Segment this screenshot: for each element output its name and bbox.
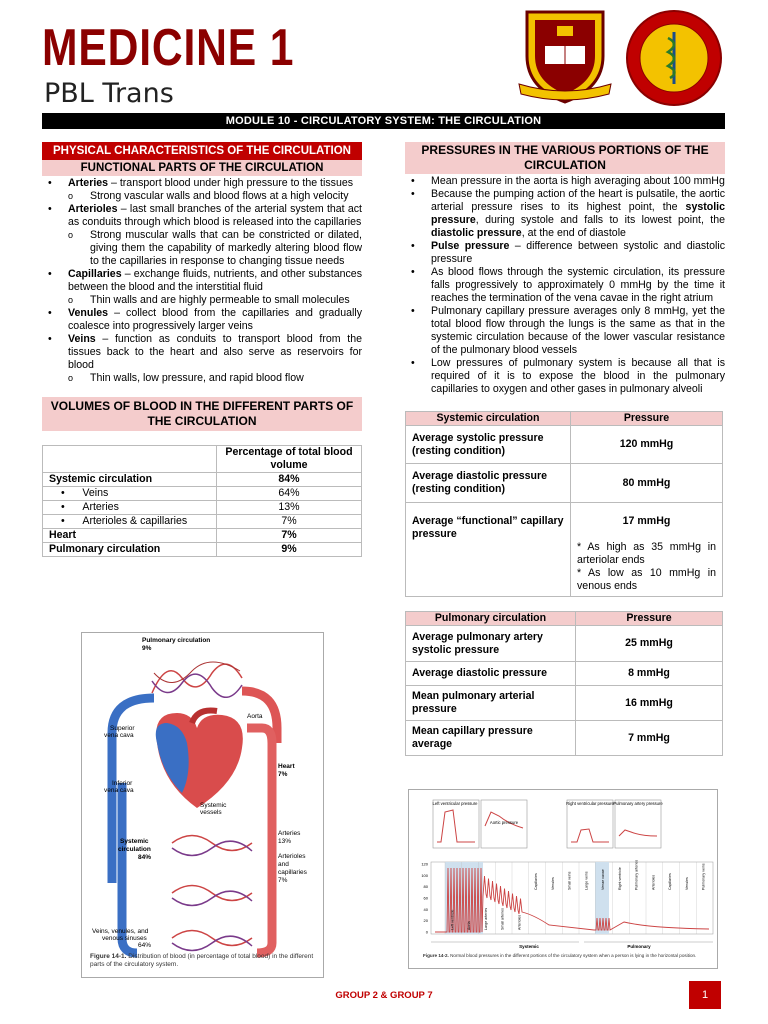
list-item: • Arteries – transport blood under high pressure to the tissues o Strong vascular walls and blood flows at a high velocity — [42, 177, 362, 203]
table-header: Pulmonary circulation — [406, 612, 576, 626]
svg-text:7%: 7% — [278, 877, 288, 884]
y-tick-label: 80 — [423, 884, 428, 890]
document-title: MEDICINE 1 — [42, 19, 295, 77]
segment-label: Right ventricle — [617, 867, 622, 890]
svg-text:Right ventricular pressure: Right ventricular pressure — [566, 801, 614, 806]
liceo-university-seal — [513, 6, 617, 106]
svg-text:64%: 64% — [138, 942, 152, 949]
list-item: • Pulmonary capillary pressure averages only 8 mmHg, yet the total blood flow through the lungs is the same as that in the systemic circulation because of the lower vascular resistance of the pulmonary blood vessels — [405, 305, 725, 357]
svg-text:and: and — [278, 861, 289, 868]
svg-text:Arterioles: Arterioles — [278, 853, 306, 860]
table-row: Average diastolic pressure (resting condition) 80 mmHg — [406, 464, 723, 503]
svg-text:Aorta: Aorta — [247, 713, 263, 720]
figure-caption: Figure 14-2. Normal blood pressures in the different portions of the circulatory system when a person is lying in the horizontal position. — [423, 953, 697, 958]
right-column — [405, 142, 725, 756]
segment-label: Large arteries — [483, 907, 488, 930]
list-item: • Venules – collect blood from the capillaries and gradually coalesce into progressively larger veins — [42, 307, 362, 333]
footer-group: GROUP 2 & GROUP 7 — [335, 990, 433, 1001]
table-row: Average systolic pressure (resting condition) 120 mmHg — [406, 426, 723, 464]
svg-text:13%: 13% — [278, 838, 292, 845]
segment-label: Venae cavae — [601, 869, 606, 890]
pulmonary-pressure-table — [405, 611, 723, 756]
y-tick-label: 20 — [423, 918, 428, 924]
section-heading-pressures: PRESSURES IN THE VARIOUS PORTIONS OF THE CIRCULATION — [405, 142, 725, 174]
svg-text:venous sinuses: venous sinuses — [102, 935, 147, 942]
table-row: • Arterioles & capillaries 7% — [43, 515, 362, 529]
segment-label: Venules — [550, 877, 555, 890]
systemic-pressure-table — [405, 411, 723, 597]
table-row: Average “functional” capillary pressure 17 mmHg * As high as 35 mmHg in arteriolar ends * As low as 10 mmHg in venous ends — [406, 503, 723, 597]
y-tick-label: 0 — [425, 929, 428, 935]
segment-label: Arterioles — [517, 914, 522, 930]
svg-text:circulation: circulation — [118, 846, 151, 853]
table-header: Systemic circulation — [406, 412, 571, 426]
list-item: • As blood flows through the systemic circulation, its pressure falls progressively to approximately 0 mmHg by the time it reaches the termination of the vena cavae in the right atrium — [405, 266, 725, 305]
subsection-heading-functional-parts: FUNCTIONAL PARTS OF THE CIRCULATION — [42, 160, 362, 176]
document-subtitle: PBL Trans — [44, 78, 174, 109]
table-header: Pressure — [571, 412, 723, 426]
sub-item: o Strong muscular walls that can be constricted or dilated, giving them the capability of markedly altering blood flow to the capillaries in response to changing tissue needs — [68, 229, 362, 268]
table-row: • Arteries 13% — [43, 501, 362, 515]
y-tick-label: 120 — [421, 861, 428, 867]
page-number: 1 — [689, 981, 721, 1009]
sub-item: o Thin walls and are highly permeable to small molecules — [68, 294, 362, 307]
list-item: • Because the pumping action of the heart is pulsatile, the aortic arterial pressure rises to its highest point, the systolic pressure, during systole and falls to its lowest point, the diastolic pressure, at the end of diastole — [405, 188, 725, 240]
svg-text:Superior: Superior — [110, 725, 135, 732]
segment-label: Capillaries — [534, 873, 539, 890]
svg-text:Systemic: Systemic — [519, 944, 539, 949]
segment-label: Small arteries — [500, 908, 505, 930]
y-tick-label: 100 — [421, 872, 428, 878]
svg-text:vessels: vessels — [200, 809, 222, 816]
list-item: • Arterioles – last small branches of the arterial system that act as conduits through which blood is released into the capillaries o Strong muscular walls that can be constricted or dilated, giving them the capability of markedly altering blood flow to the capillaries in response to changing tissue needs — [42, 203, 362, 268]
svg-text:vena cava: vena cava — [104, 732, 134, 739]
table-row: • Veins 64% — [43, 487, 362, 501]
pressures-list — [405, 175, 725, 396]
circulation-diagram — [82, 633, 323, 977]
table-row: Average pulmonary artery systolic pressure 25 mmHg — [406, 626, 723, 662]
svg-text:7%: 7% — [278, 771, 288, 778]
svg-text:Heart: Heart — [278, 763, 295, 770]
svg-text:Systemic: Systemic — [120, 838, 149, 845]
segment-label: Small veins — [567, 871, 572, 890]
svg-text:Left ventricular pressure: Left ventricular pressure — [432, 801, 478, 806]
section-heading-physical-characteristics: PHYSICAL CHARACTERISTICS OF THE CIRCULATION — [42, 142, 362, 160]
section-heading-volumes: VOLUMES OF BLOOD IN THE DIFFERENT PARTS OF THE CIRCULATION — [42, 397, 362, 431]
svg-text:Aortic pressure: Aortic pressure — [489, 820, 519, 825]
table-row: Heart 7% — [43, 529, 362, 543]
module-banner: MODULE 10 - CIRCULATORY SYSTEM: THE CIRCULATION — [42, 113, 725, 129]
svg-text:Systemic: Systemic — [200, 802, 227, 809]
table-row: Mean capillary pressure average 7 mmHg — [406, 721, 723, 756]
segment-label: Arterioles — [651, 874, 656, 890]
svg-text:Arteries: Arteries — [278, 830, 301, 837]
blood-volume-table — [42, 445, 362, 557]
segment-label: Pulmonary arteries — [634, 859, 639, 890]
table-row: Systemic circulation 84% — [43, 473, 362, 487]
svg-text:Inferior: Inferior — [112, 780, 133, 787]
y-tick-label: 40 — [423, 906, 428, 912]
figure-caption: Figure 14-1. Distribution of blood (in percentage of total blood) in the different parts of the circulatory system. — [90, 953, 314, 968]
sub-item: o Thin walls, low pressure, and rapid blood flow — [68, 372, 362, 385]
segment-label: Large veins — [584, 871, 589, 890]
list-item: • Veins – function as conduits to transport blood from the tissues back to the heart and also serve as reservoirs for blood o Thin walls, low pressure, and rapid blood flow — [42, 333, 362, 385]
college-of-medicine-seal — [622, 8, 726, 108]
left-column — [42, 142, 362, 557]
segment-label: Pulmonary veins — [701, 863, 706, 890]
table-header: Percentage of total blood volume — [217, 446, 362, 473]
list-item: • Pulse pressure – difference between systolic and diastolic pressure — [405, 240, 725, 266]
svg-text:9%: 9% — [142, 645, 152, 652]
svg-text:Veins, venules, and: Veins, venules, and — [92, 928, 149, 935]
functional-parts-list — [42, 177, 362, 385]
svg-text:Pulmonary: Pulmonary — [627, 944, 651, 949]
table-row: Pulmonary circulation 9% — [43, 543, 362, 557]
table-row: Average diastolic pressure 8 mmHg — [406, 662, 723, 686]
label-pulmonary: Pulmonary circulation — [142, 637, 211, 644]
segment-label: Aorta — [467, 921, 472, 930]
sub-item: o Strong vascular walls and blood flows at a high velocity — [68, 190, 362, 203]
svg-text:84%: 84% — [138, 854, 152, 861]
pressure-profile-diagram — [409, 790, 717, 968]
svg-text:capillaries: capillaries — [278, 869, 307, 876]
list-item: • Low pressures of pulmonary system is because all that is required of it is to expose the blood in the pulmonary capillaries to oxygen and other gases in pulmonary alveoli — [405, 357, 725, 396]
segment-label: Capillaries — [668, 873, 673, 890]
figure-pressure-profile — [408, 789, 718, 969]
segment-label: Venules — [684, 877, 689, 890]
figure-circulation-distribution — [81, 632, 324, 978]
list-item: • Capillaries – exchange fluids, nutrients, and other substances between the blood and the interstitial fluid o Thin walls and are highly permeable to small molecules — [42, 268, 362, 307]
table-header: Pressure — [576, 612, 723, 626]
list-item: • Mean pressure in the aorta is high averaging about 100 mmHg — [405, 175, 725, 188]
y-tick-label: 60 — [423, 895, 428, 901]
pressure-trace-chart — [421, 860, 713, 935]
segment-label: Left ventricle — [450, 909, 455, 930]
table-row: Mean pulmonary arterial pressure 16 mmHg — [406, 686, 723, 721]
svg-text:vena cava: vena cava — [104, 787, 134, 794]
svg-text:Pulmonary artery pressure: Pulmonary artery pressure — [613, 801, 663, 806]
